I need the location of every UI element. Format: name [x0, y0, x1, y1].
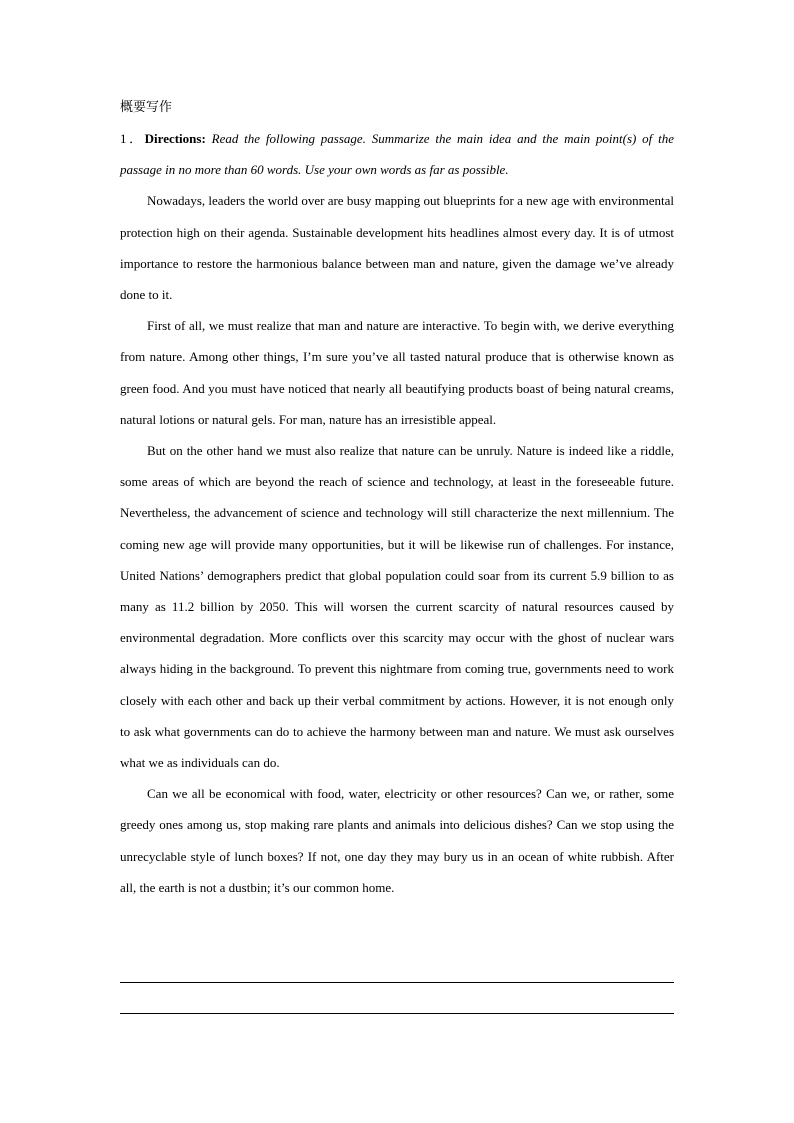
- section-title: 概要写作: [120, 100, 173, 115]
- passage-paragraph-2: First of all, we must realize that man and nature are interactive. To begin with, we derive everything from nature. Among other things, I’m sure you’ve all tasted natural produce that is otherwise known as green food. And you must have noticed that nearly all beautifying products boast of being natural creams, natural lotions or natural gels. For man, nature has an irresistible appeal.: [120, 318, 674, 427]
- answer-line-1[interactable]: [120, 982, 674, 983]
- question-number: 1．: [120, 131, 145, 146]
- answer-line-2[interactable]: [120, 1013, 674, 1014]
- passage-paragraph-1: Nowadays, leaders the world over are busy mapping out blueprints for a new age with environmental protection high on their agenda. Sustainable development hits headlines almost every day. It is of utmost importance to restore the harmonious balance between man and nature, given the damage we’ve already done to it.: [120, 193, 674, 303]
- passage-paragraph-4: Can we all be economical with food, water, electricity or other resources? Can we, or rather, some greedy ones among us, stop making rare plants and animals into delicious dishes? Can we stop using the unrecyclable style of lunch boxes? If not, one day they may bury us in an ocean of white rubbish. After all, the earth is not a dustbin; it’s our common home.: [120, 786, 674, 895]
- question-directions: [120, 123, 674, 185]
- passage-paragraph-3: But on the other hand we must also realize that nature can be unruly. Nature is indeed like a riddle, some areas of which are beyond the reach of science and technology, at least in the foreseeable future. Nevertheless, the advancement of science and technology will still characterize the next millennium. The coming new age will provide many opportunities, but it will be likewise run of challenges. For instance, United Nations’ demographers predict that global population could soar from its current 5.9 billion to as many as 11.2 billion by 2050. This will worsen the current scarcity of natural resources caused by environmental degradation. More conflicts over this scarcity may occur with the ghost of nuclear wars always hiding in the background. To prevent this nightmare from coming true, governments need to work closely with each other and back up their verbal commitment by actions. However, it is not enough only to ask what governments can do to achieve the harmony between man and nature. We must ask ourselves what we as individuals can do.: [120, 443, 674, 771]
- document-page: [120, 92, 674, 903]
- directions-text: Read the following passage. Summarize the main idea and the main point(s) of the passage in no more than 60 words. Use your own words as far as possible.: [120, 131, 674, 178]
- directions-label: Directions:: [144, 131, 206, 146]
